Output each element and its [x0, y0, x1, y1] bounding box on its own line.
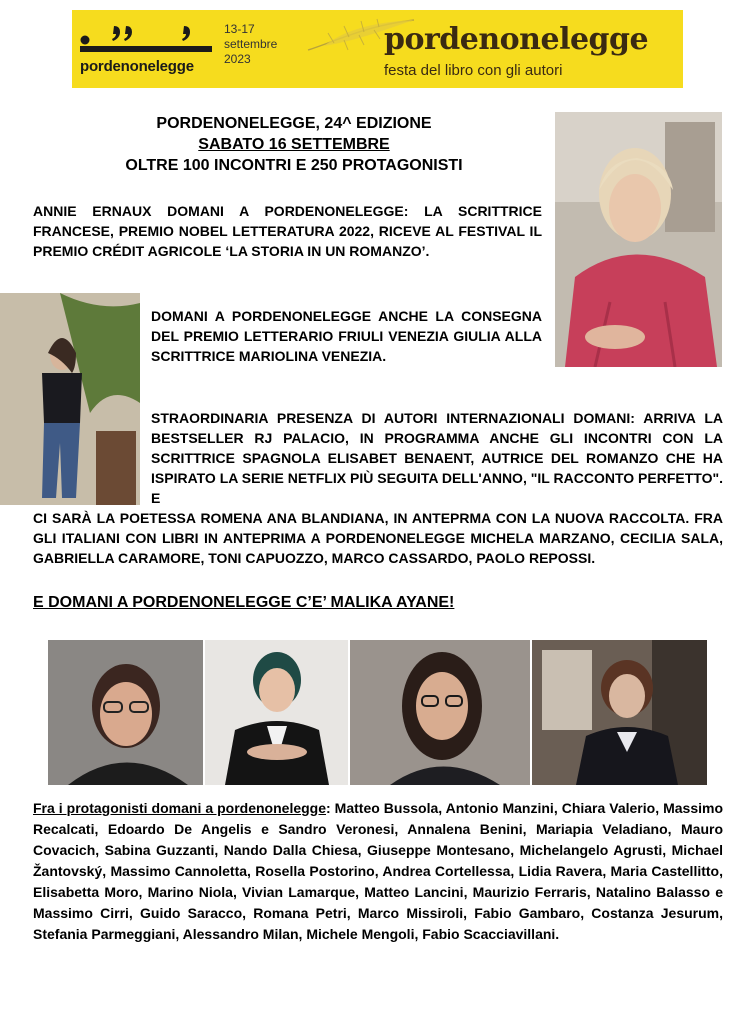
dates-range: 13-17 [224, 22, 255, 36]
festival-banner [72, 10, 683, 88]
author-photo-3 [350, 640, 530, 785]
logo-text: pordenonelegge [80, 58, 194, 75]
edition-line: PORDENONELEGGE, 24^ EDIZIONE [156, 115, 432, 132]
press-release-header [40, 113, 548, 176]
paragraph-ernaux: ANNIE ERNAUX DOMANI A PORDENONELEGGE: LA SCRITTRICE FRANCESE, PREMIO NOBEL LETTERATURA 2022, RICEVE AL FESTIVAL IL PREMIO CRÉDIT AGRICOLE ‘LA STORIA IN UN ROMANZO’. [33, 203, 542, 259]
protagonists-lead: Fra i protagonisti domani a pordenonelegge [33, 800, 327, 816]
dates-year: 2023 [224, 52, 251, 66]
dates-month: settembre [224, 37, 278, 51]
paragraph-venezia: DOMANI A PORDENONELEGGE ANCHE LA CONSEGNA DEL PREMIO LETTERARIO FRIULI VENEZIA GIULIA ALLA SCRITTRICE MARIOLINA VENEZIA. [151, 308, 542, 364]
brand-title: pordenonelegge [384, 22, 649, 57]
annie-ernaux-photo [555, 112, 722, 367]
protagonists-paragraph [33, 798, 723, 945]
stats-line: OLTRE 100 INCONTRI E 250 PROTAGONISTI [125, 157, 463, 174]
date-line: SABATO 16 SETTEMBRE [198, 136, 390, 153]
author-photo-1 [48, 640, 203, 785]
quote-marks-logo-icon [80, 18, 212, 52]
festival-dates [224, 22, 304, 67]
author-photo-4 [532, 640, 707, 785]
author-photo-2 [205, 640, 348, 785]
mariolina-venezia-photo [0, 293, 140, 505]
malika-ayane-headline: E DOMANI A PORDENONELEGGE C’E’ MALIKA AYANE! [33, 594, 455, 611]
paragraph-international: STRAORDINARIA PRESENZA DI AUTORI INTERNAZIONALI DOMANI: ARRIVA LA BESTSELLER RJ PALACIO, IN PROGRAMMA ANCHE GLI INCONTRI CON LA SCRITTRICE SPAGNOLA ELISABET BENAENT, AUTRICE DEL ROMANZO CHE HA ISPIRATO LA SERIE NETFLIX PIÙ SEGUITA DELL'ANNO, "IL RACCONTO PERFETTO". E [151, 410, 723, 506]
paragraph-italians: CI SARÀ LA POETESSA ROMENA ANA BLANDIANA, IN ANTEPRMA CON LA NUOVA RACCOLTA. FRA GLI ITALIANI CON LIBRI IN ANTEPRIMA A PORDENONELEGGE MICHELA MARZANO, CECILIA SALA, GABRIELLA CARAMORE, TONI CAPUOZZO, MARCO CASSARDO, PAOLO REPOSSI. [33, 510, 723, 566]
brand-tagline: festa del libro con gli autori [384, 62, 563, 79]
authors-photo-strip [48, 640, 707, 785]
protagonists-names: : Matteo Bussola, Antonio Manzini, Chiara Valerio, Massimo Recalcati, Edoardo De Angelis e Sandro Veronesi, Annalena Benini, Mariapia Veladiano, Mauro Covacich, Sabina Guzzanti, Nando Dalla Chiesa, Giuseppe Montesano, Michelangelo Agrusti, Michael Žantovský, Massimo Cannoletta, Rosella Postorino, Andrea Cortellessa, Lidia Ravera, Maria Castellitto, Elisabetta Moro, Marino Niola, Vivian Lamarque, Matteo Lancini, Maurizio Ferraris, Natalino Balasso e Massimo Cirri, Guido Saracco, Romana Petri, Marco Missiroli, Fabio Gambaro, Costanza Jesurum, Stefania Parmeggiani, Alessandro Milan, Michele Mengoli, Fabio Scacciavillani. [33, 800, 723, 942]
